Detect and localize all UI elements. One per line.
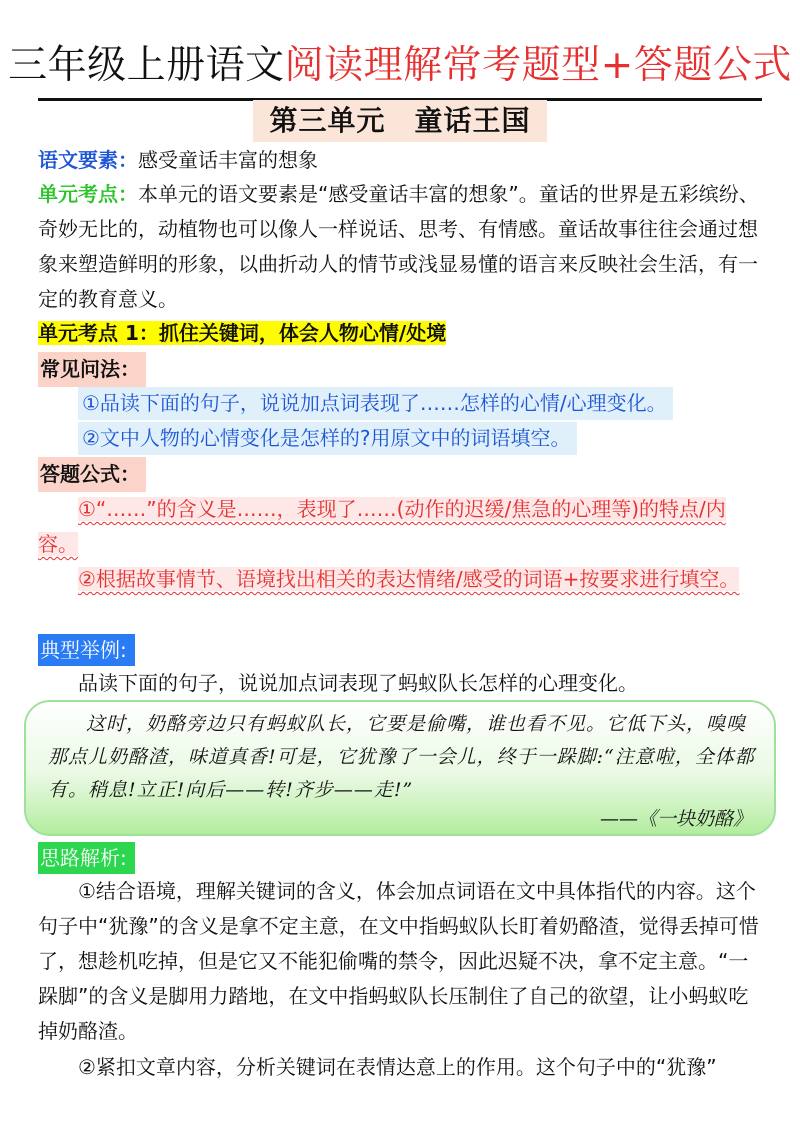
formula-item-2-text: ②根据故事情节、语境找出相关的表达情绪/感受的词语+按要求进行填空。 — [78, 567, 740, 591]
unit-title-wrap — [0, 100, 800, 142]
example-label: 典型举例: — [38, 634, 135, 666]
example-question: 品读下面的句子，说说加点词表现了蚂蚁队长怎样的心理变化。 — [78, 671, 638, 695]
page-title — [0, 40, 800, 92]
unit-title: 第三单元 童话王国 — [253, 100, 546, 142]
language-element-text: 感受童话丰富的想象 — [138, 148, 318, 172]
analysis-paragraph-2: ②紧扣文章内容，分析关键词在表情达意上的作用。这个句子中的“犹豫” — [78, 1055, 717, 1079]
formula-label: 答题公式： — [38, 457, 146, 492]
quote-box — [24, 700, 776, 836]
analysis-label: 思路解析: — [38, 842, 135, 874]
common-question-2: ②文中人物的心情变化是怎样的?用原文中的词语填空。 — [78, 422, 577, 455]
point1-text: 抓住关键词，体会人物心情/处境 — [158, 321, 447, 345]
language-element — [38, 143, 764, 178]
unit-point-text: 本单元的语文要素是“感受童话丰富的想象”。童话的世界是五彩缤纷、奇妙无比的，动植物也可以像人一样说话、思考、有情感。童话故事往往会通过想象来塑造鲜明的形象，以曲折动人的情节或浅显易懂的语言来反映社会生活，有一定的教育意义。 — [38, 182, 759, 311]
unit-point — [38, 177, 764, 317]
formula-item-2 — [38, 562, 764, 597]
formula-heading — [38, 457, 764, 492]
point1-label: 单元考点 1： — [38, 321, 159, 345]
unit-point-label: 单元考点： — [38, 182, 138, 206]
analysis-paragraph-1: ①结合语境，理解关键词的含义，体会加点词语在文中具体指代的内容。这个句子中“犹豫”的含义是拿不定主意，在文中指蚂蚁队长盯着奶酪渣，觉得丢掉可惜了，想趁机吃掉，但是它又不能犯偷嘴的禁令，因此迟疑不决，拿不定主意。“一跺脚”的含义是脚用力踏地，在文中指蚂蚁队长压制住了自己的欲望，让小蚂蚁吃掉奶酪渣。 — [38, 879, 759, 1043]
common-question-1: ①品读下面的句子，说说加点词表现了……怎样的心情/心理变化。 — [78, 387, 673, 420]
common-questions-heading — [38, 352, 764, 387]
quote-source: ——《一块奶酪》 — [599, 808, 752, 830]
formula-item-1 — [38, 492, 764, 562]
formula-item-1-text: ①“……”的含义是……，表现了……(动作的迟缓/焦急的心理等)的特点/内容。 — [38, 497, 726, 556]
title-red-part: 阅读理解常考题型+答题公式 — [284, 43, 792, 88]
common-questions-label: 常见问法： — [38, 352, 146, 387]
point1-heading — [38, 316, 764, 351]
quote-text: 这时，奶酪旁边只有蚂蚁队长，它要是偷嘴，谁也看不见。它低下头，嗅嗅那点儿奶酪渣，味道真香!可是，它犹豫了一会儿，终于一跺脚:“注意啦，全体都有。稍息!立正!向后——转!齐步——走!” — [48, 713, 755, 801]
language-element-label: 语文要素： — [38, 148, 138, 172]
title-black-part: 三年级上册语文 — [8, 43, 285, 88]
